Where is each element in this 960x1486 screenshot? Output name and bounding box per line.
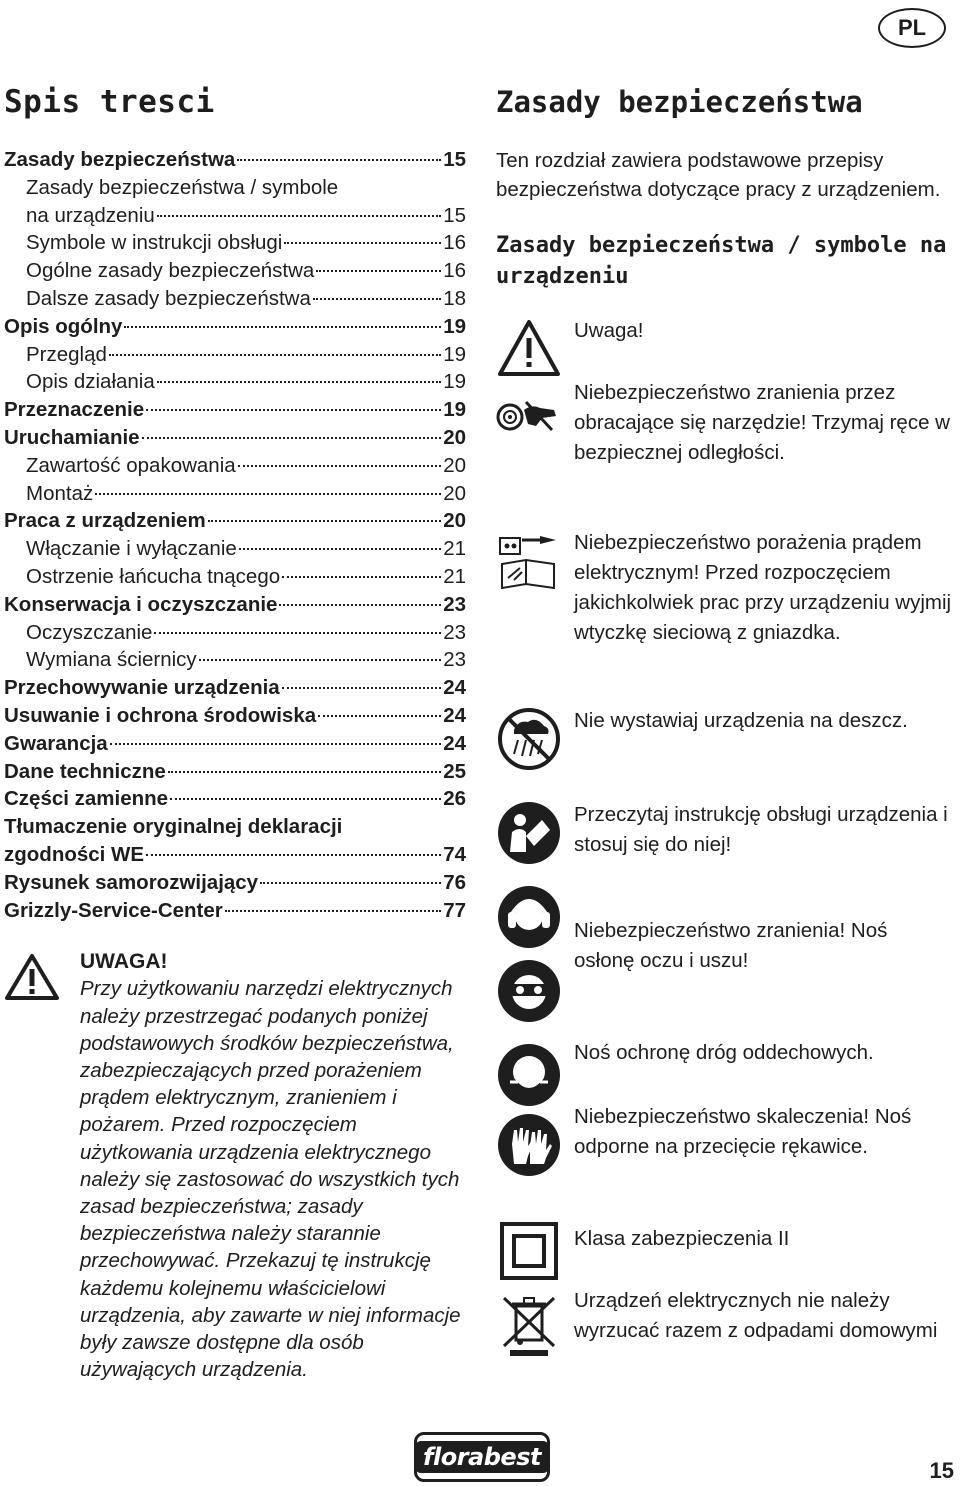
toc-entry-title: Dalsze zasady bezpieczeństwa — [26, 286, 311, 310]
toc-leader-dots — [239, 548, 441, 550]
toc-entry — [4, 619, 466, 647]
toc-entry-title: zgodności WE — [4, 842, 145, 866]
symbol-text: Niebezpieczeństwo skaleczenia! Noś odporne na przecięcie rękawice. — [574, 1105, 912, 1158]
symbol-text: Nie wystawiaj urządzenia na deszcz. — [574, 709, 908, 732]
toc-entry — [4, 758, 466, 786]
eye-protection-icon — [496, 958, 562, 1024]
toc-entry-title: Dane techniczne — [4, 759, 166, 783]
symbols-subtitle: Zasady bezpieczeństwa / symbole na urządzeniu — [496, 233, 947, 289]
toc-entry-page: 24 — [443, 731, 466, 755]
toc-leader-dots — [168, 771, 441, 773]
no-rain-icon — [496, 706, 562, 772]
toc-entry-page: 24 — [443, 703, 466, 727]
language-badge: PL — [878, 8, 946, 48]
toc-entry — [4, 341, 466, 369]
toc-leader-dots — [260, 882, 441, 884]
toc-entry — [4, 257, 466, 285]
toc-entry — [4, 535, 466, 563]
toc-leader-dots — [199, 659, 442, 661]
toc-leader-dots — [154, 632, 441, 634]
section-intro: Ten rozdział zawiera podstawowe przepisy bezpieczeństwa dotyczące pracy z urządzeniem. — [496, 149, 941, 201]
toc-leader-dots — [109, 354, 441, 356]
toc-entry-title: Oczyszczanie — [26, 620, 153, 644]
toc-title: Spis tresci — [4, 84, 215, 120]
toc-entry-page: 21 — [443, 537, 466, 561]
toc-entry-page: 74 — [443, 842, 466, 866]
toc-entry — [4, 785, 466, 813]
ear-protection-icon — [496, 884, 562, 950]
left-column — [4, 80, 466, 1408]
toc-entry — [4, 368, 466, 396]
toc-entry-page: 23 — [443, 620, 466, 644]
toc-entry-title: Montaż — [26, 481, 94, 505]
page-number: 15 — [929, 1458, 954, 1483]
toc-entry — [4, 396, 466, 424]
toc-leader-dots — [146, 854, 441, 856]
toc-leader-dots — [282, 576, 441, 578]
toc-entry-page: 15 — [443, 203, 466, 227]
toc-entry-title: Tłumaczenie oryginalnej deklaracji — [4, 815, 343, 839]
toc-entry-page: 21 — [443, 564, 466, 588]
toc-entry — [4, 285, 466, 313]
symbol-text: Przeczytaj instrukcję obsługi urządzenia i stosuj się do niej! — [574, 803, 948, 856]
symbol-text: Urządzeń elektrycznych nie należy wyrzucać razem z odpadami domowymi — [574, 1289, 938, 1342]
protection-class-ii-icon — [496, 1218, 562, 1284]
toc-entry-title: Opis działania — [26, 370, 155, 394]
toc-entry — [4, 480, 466, 508]
toc-entry — [4, 424, 466, 452]
weee-bin-icon — [496, 1286, 562, 1360]
toc-entry-title: Grizzly-Service-Center — [4, 898, 223, 922]
warning-triangle-icon — [4, 952, 60, 1002]
toc-entry-title: Ogólne zasady bezpieczeństwa — [26, 259, 315, 283]
toc-leader-dots — [225, 910, 441, 912]
toc-entry — [4, 646, 466, 674]
toc-entry-title: na urządzeniu — [26, 203, 155, 227]
symbol-text: Uwaga! — [574, 319, 644, 342]
toc-entry-title: Uruchamianie — [4, 425, 140, 449]
toc-leader-dots — [318, 715, 441, 717]
gloves-icon — [496, 1112, 562, 1178]
symbol-text: Niebezpieczeństwo zranienia przez obracające się narzędzie! Trzymaj ręce w bezpiecznej odległości. — [574, 381, 950, 464]
toc-leader-dots — [208, 520, 442, 522]
brand-logo — [414, 1432, 550, 1482]
toc-entry-title: Praca z urządzeniem — [4, 509, 206, 533]
symbol-text: Niebezpieczeństwo zranienia! Noś osłonę oczu i uszu! — [574, 919, 888, 972]
toc-leader-dots — [170, 798, 441, 800]
unplug-manual-icon — [496, 528, 562, 594]
toc-entry-page: 16 — [443, 231, 466, 255]
toc-entry-page: 20 — [443, 453, 466, 477]
toc-leader-dots — [146, 409, 441, 411]
respiratory-protection-icon — [496, 1042, 562, 1108]
toc-entry-title: Ostrzenie łańcucha tnącego — [26, 564, 281, 588]
toc-entry-page: 25 — [443, 759, 466, 783]
toc-entry — [4, 702, 466, 730]
toc-entry-page: 20 — [443, 509, 466, 533]
toc-entry — [4, 813, 466, 841]
toc-entry-title: Przechowywanie urządzenia — [4, 676, 280, 700]
toc-entry-page: 20 — [443, 425, 466, 449]
symbol-text: Noś ochronę dróg oddechowych. — [574, 1041, 874, 1064]
toc-entry-page: 26 — [443, 787, 466, 811]
toc-entry — [4, 146, 466, 174]
toc-entry — [4, 674, 466, 702]
brand-logo-text: florabest — [415, 1441, 549, 1473]
toc-entry-title: Zasady bezpieczeństwa / symbole — [26, 175, 339, 199]
toc-leader-dots — [238, 465, 442, 467]
toc-leader-dots — [142, 437, 442, 439]
toc-entry-title: Zasady bezpieczeństwa — [4, 148, 236, 171]
toc-entry-page: 16 — [443, 259, 466, 283]
toc-entry-page: 76 — [443, 870, 466, 894]
toc-entry-page: 15 — [443, 148, 466, 171]
toc-entry-page: 19 — [443, 398, 466, 422]
toc-entry-title: Włączanie i wyłączanie — [26, 537, 237, 561]
toc-entry-title: Symbole w instrukcji obsługi — [26, 231, 283, 255]
toc-entry — [4, 507, 466, 535]
toc-entry-title: Przeznaczenie — [4, 398, 145, 422]
warning-text: Przy użytkowaniu narzędzi elektrycznych należy przestrzegać podanych poniżej podstawowych środków bezpieczeństwa, zabezpieczających przed porażeniem prądem elektrycznym, zranieniem i pożarem. Przed rozpoczęciem użytkowania urządzenia elektrycznego należy się zastosować do wszystkich tych zasad bezpieczeństwa; zasady bezpieczeństwa należy starannie przechowywać. Przekazuj tę instrukcję każdemu kolejnemu właścicielowi urządzenia, aby zawarte w niej informacje były zawsze dostępne dla osób używających urządzenia. — [80, 977, 461, 1382]
toc-entry-title: Części zamienne — [4, 787, 169, 811]
toc-entry-title: Zawartość opakowania — [26, 453, 236, 477]
warning-title: UWAGA! — [80, 950, 168, 974]
toc-entry-title: Rysunek samorozwijający — [4, 870, 259, 894]
toc-leader-dots — [110, 743, 441, 745]
toc-entry-title: Opis ogólny — [4, 314, 123, 338]
right-column — [496, 80, 952, 1342]
toc-entry-page: 23 — [443, 592, 466, 616]
toc-entry-title: Przegląd — [26, 342, 107, 366]
toc-entry — [4, 841, 466, 869]
toc-leader-dots — [157, 215, 441, 217]
toc-entry-page: 77 — [443, 898, 466, 922]
toc-leader-dots — [316, 270, 441, 272]
warning-triangle-icon — [496, 316, 562, 382]
toc-entry-page: 19 — [443, 342, 466, 366]
toc-entry-title: Wymiana ściernicy — [26, 648, 197, 672]
section-title: Zasady bezpieczeństwa — [496, 85, 863, 119]
toc-entry — [4, 313, 466, 341]
toc-entry-title: Konserwacja i oczyszczanie — [4, 592, 278, 616]
toc-entry — [4, 563, 466, 591]
rotating-tool-hand-icon — [496, 384, 562, 450]
toc-leader-dots — [313, 298, 441, 300]
toc-entry-page: 24 — [443, 676, 466, 700]
toc-entry-title: Gwarancja — [4, 731, 108, 755]
toc-entry — [4, 452, 466, 480]
toc-entry-page: 20 — [443, 481, 466, 505]
symbol-text: Niebezpieczeństwo porażenia prądem elektrycznym! Przed rozpoczęciem jakichkolwiek prac przy urządzeniu wyjmij wtyczkę sieciową z gniazdka. — [574, 531, 952, 644]
table-of-contents — [4, 146, 466, 924]
toc-entry — [4, 202, 466, 230]
toc-leader-dots — [282, 687, 441, 689]
symbol-text: Klasa zabezpieczenia II — [574, 1227, 790, 1250]
toc-leader-dots — [284, 242, 441, 244]
toc-entry — [4, 229, 466, 257]
toc-entry-title: Usuwanie i ochrona środowiska — [4, 703, 317, 727]
toc-entry — [4, 869, 466, 897]
read-manual-icon — [496, 800, 562, 866]
toc-entry-page: 23 — [443, 648, 466, 672]
toc-leader-dots — [237, 159, 441, 161]
toc-entry — [4, 897, 466, 925]
toc-leader-dots — [124, 326, 441, 328]
toc-entry-page: 19 — [443, 314, 466, 338]
warning-block — [4, 948, 466, 1408]
toc-leader-dots — [157, 381, 441, 383]
toc-leader-dots — [95, 493, 441, 495]
toc-entry — [4, 174, 466, 202]
toc-entry-page: 18 — [443, 286, 466, 310]
toc-leader-dots — [279, 604, 441, 606]
toc-entry-page: 19 — [443, 370, 466, 394]
toc-entry — [4, 591, 466, 619]
toc-entry — [4, 730, 466, 758]
